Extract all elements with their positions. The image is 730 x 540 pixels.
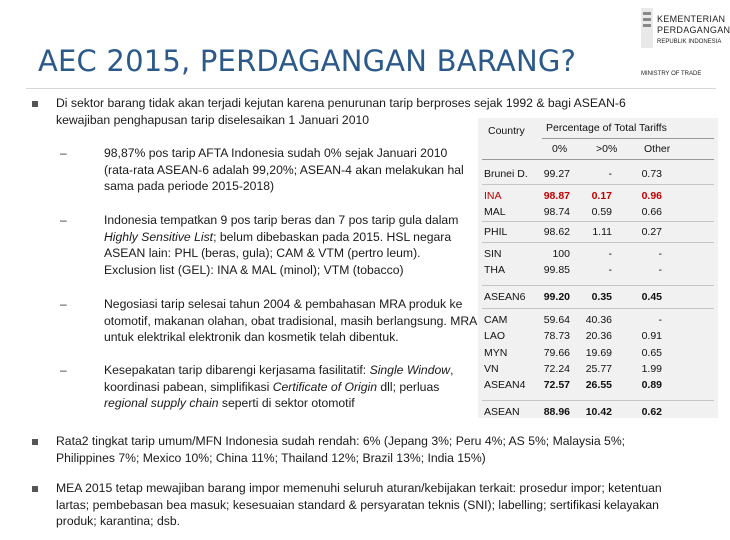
group-header: Percentage of Total Tariffs <box>546 122 667 134</box>
table-cell-v2: 1.99 <box>641 363 662 375</box>
table-cell-v2: 0.91 <box>641 330 662 342</box>
table-cell-v1: 1.11 <box>592 226 612 238</box>
table-cell-v0: 88.96 <box>543 406 570 418</box>
row-divider <box>482 285 714 286</box>
table-row-country: PHIL <box>484 226 508 238</box>
table-cell-v1: 25.77 <box>585 363 612 375</box>
sub-bullet-4-part-b: , koordinasi pabean, simplifikasi <box>104 363 454 394</box>
sub-bullet-4-part-d: seperti di sektor otomotif <box>218 396 355 411</box>
sub-bullet-2-italic: Highly Sensitive List <box>104 229 214 244</box>
table-cell-v1: - <box>608 264 612 276</box>
sub-bullet-4-text <box>104 362 456 412</box>
group-header-rule <box>542 138 714 139</box>
table-cell-v2: 0.62 <box>641 406 662 418</box>
table-cell-v2: - <box>658 248 662 260</box>
logo-line-2: PERDAGANGAN <box>657 25 730 35</box>
table-row-country: SIN <box>484 248 502 260</box>
table-row-country: ASEAN4 <box>484 379 526 391</box>
table-cell-v2: 0.73 <box>641 168 662 180</box>
header-rule <box>482 159 714 160</box>
country-header: Country <box>488 125 525 137</box>
sub-bullet-2-text <box>104 212 466 278</box>
table-cell-v2: 0.66 <box>641 206 662 218</box>
dash-marker: – <box>60 297 67 311</box>
table-cell-v2: 0.65 <box>641 347 662 359</box>
table-row-country: MYN <box>484 347 508 359</box>
table-row-country: LAO <box>484 330 506 342</box>
sub-bullet-4-italic-1: Single Window <box>369 363 451 377</box>
table-cell-v1: 40.36 <box>585 314 612 326</box>
table-cell-v0: 72.57 <box>543 379 570 391</box>
table-cell-v1: 26.55 <box>585 379 612 391</box>
table-row-country: ASEAN6 <box>484 291 526 303</box>
sub-bullet-4-part-c: dll; perluas <box>377 379 440 394</box>
dash-marker: – <box>60 213 67 227</box>
table-cell-v0: 78.73 <box>543 330 570 342</box>
row-divider <box>482 242 714 243</box>
table-cell-v0: 59.64 <box>543 314 570 326</box>
row-divider <box>482 184 714 185</box>
row-divider <box>482 221 714 222</box>
table-cell-v1: 0.59 <box>591 206 612 218</box>
table-cell-v0: 98.62 <box>543 226 570 238</box>
table-row-country: ASEAN <box>484 406 520 418</box>
sub-bullet-2-part-a: Indonesia tempatkan 9 pos tarip beras dan 7 pos tarip gula dalam <box>104 213 459 227</box>
table-cell-v2: - <box>658 264 662 276</box>
table-cell-v1: 19.69 <box>585 347 612 359</box>
logo-line-4: MINISTRY OF TRADE <box>641 71 702 77</box>
bullet-marker-icon <box>32 439 38 445</box>
table-cell-v2: 0.27 <box>641 226 662 238</box>
bullet-2-text: Rata2 tingkat tarip umum/MFN Indonesia sudah rendah: 6% (Jepang 3%; Peru 4%; AS 5%; Malaysia 5%; Philippines 7%; Mexico 10%; China 11%; Thailand 12%; Brazil 13%; India 15%) <box>56 434 626 465</box>
row-divider <box>482 400 714 401</box>
table-cell-v0: 98.87 <box>543 190 570 202</box>
table-row-country: MAL <box>484 206 506 218</box>
logo-line-1: KEMENTERIAN <box>657 14 726 24</box>
sub-bullet-2-part-b: ; belum dibebaskan pada 2015. HSL negara ASEAN lain: PHL (beras, gula); CAM & VTM (pertro leum). Exclusion list (GEL): INA & MAL (minol); VTM (tobacco) <box>104 229 452 277</box>
table-cell-v0: 72.24 <box>543 363 570 375</box>
table-cell-v0: 99.20 <box>543 291 570 303</box>
col-header-2: Other <box>644 143 671 155</box>
table-cell-v0: 99.85 <box>543 264 570 276</box>
table-cell-v1: - <box>608 168 612 180</box>
tariff-table <box>478 118 718 418</box>
col-header-0: 0% <box>552 143 568 155</box>
sub-bullet-4-italic-3: regional supply chain <box>104 396 219 411</box>
table-cell-v0: 99.27 <box>543 168 570 180</box>
table-cell-v2: 0.89 <box>641 379 662 391</box>
logo-line-3: REPUBLIK INDONESIA <box>657 39 722 45</box>
bullet-1-text: Di sektor barang tidak akan terjadi kejutan karena penurunan tarip berproses sejak 1992 & bagi ASEAN-6 kewajiban penghapusan tarip diselesaikan 1 Januari 2010 <box>56 96 626 127</box>
table-cell-v2: 0.45 <box>641 291 662 303</box>
sub-bullet-1-text: 98,87% pos tarip AFTA Indonesia sudah 0% sejak Januari 2010 (rata-rata ASEAN-6 adalah 99,20%; ASEAN-4 akan melakukan hal sama pada periode 2015-2018) <box>104 146 464 194</box>
table-cell-v0: 79.66 <box>543 347 570 359</box>
dash-marker: – <box>60 363 67 377</box>
table-row-country: VN <box>484 363 499 375</box>
bullet-marker-icon <box>32 101 38 107</box>
table-cell-v1: - <box>608 248 612 260</box>
table-cell-v2: 0.96 <box>641 190 662 202</box>
table-row-country: CAM <box>484 314 508 326</box>
bullet-marker-icon <box>32 486 38 492</box>
sub-bullet-3-text: Negosiasi tarip selesai tahun 2004 & pembahasan MRA produk ke otomotif, makanan olahan, obat tradisional, masih berlangsung. MRA untuk elektrikal elektronik dan kosmetik telah dibentuk. <box>104 297 477 345</box>
table-cell-v1: 20.36 <box>585 330 612 342</box>
table-cell-v1: 0.35 <box>591 291 612 303</box>
col-header-1: >0% <box>596 143 618 155</box>
dash-marker: – <box>60 146 67 160</box>
table-cell-v1: 0.17 <box>591 190 612 202</box>
table-row-country: THA <box>484 264 505 276</box>
bullet-3-text: MEA 2015 tetap mewajiban barang impor memenuhi seluruh aturan/kebijakan terkait: prosedur impor; ketentuan lartas; pembebasan bea masuk; kesesuaian standard & persyaratan teknis (SNI); labelling; sertifikasi kelayakan produk; karantina; dsb. <box>56 481 662 529</box>
table-cell-v1: 10.42 <box>585 406 612 418</box>
sub-bullet-4-part-a: Kesepakatan tarip dibarengi kerjasama fasilitatif: <box>104 363 370 377</box>
sub-bullet-4-italic-2: Certificate of Origin <box>272 379 377 394</box>
table-cell-v2: - <box>658 314 662 326</box>
table-cell-v0: 100 <box>552 248 570 260</box>
page-title: AEC 2015, PERDAGANGAN BARANG? <box>38 44 577 78</box>
table-cell-v0: 98.74 <box>543 206 570 218</box>
table-row-country: Brunei D. <box>484 168 528 180</box>
table-row-country: INA <box>484 190 502 202</box>
row-divider <box>482 308 714 309</box>
